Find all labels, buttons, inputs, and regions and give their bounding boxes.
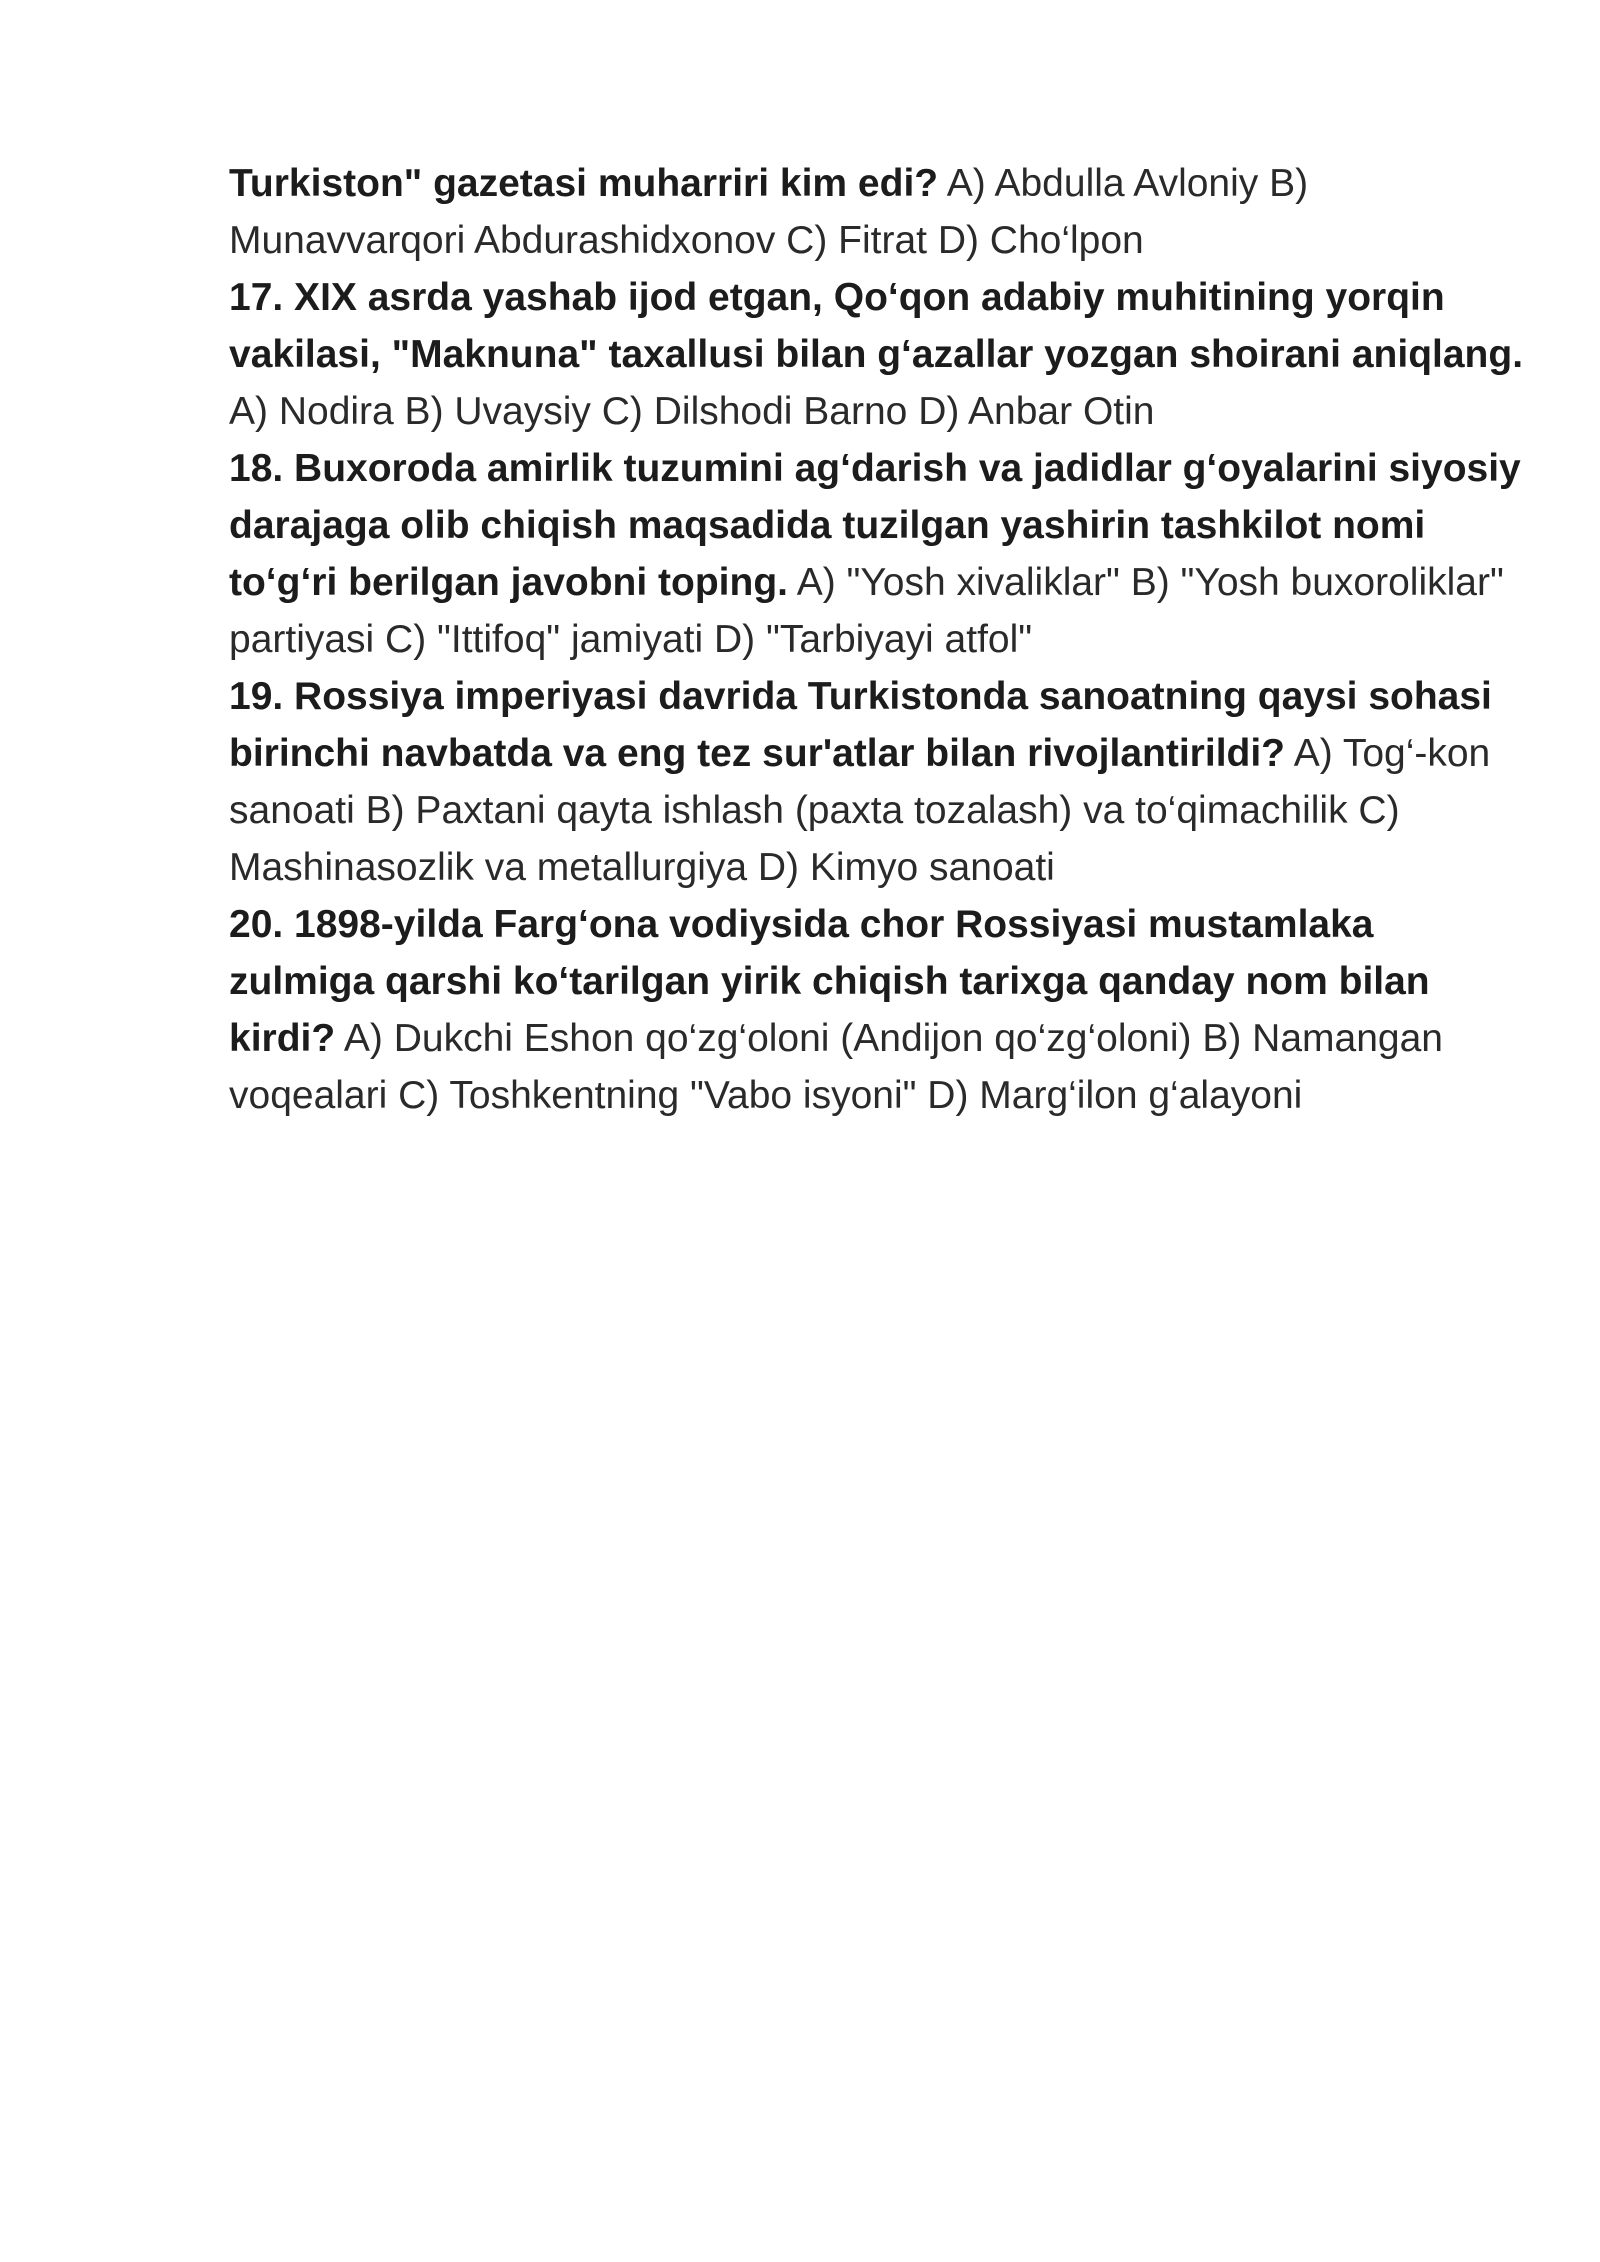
answer-options: A) Abdulla Avloniy B) Munavvarqori Abdurashidxonov C) Fitrat D) Cho‘lpon [229,162,1309,262]
question-entry [229,896,1529,1124]
question-entry [229,440,1529,668]
question-text: 20. 1898-yilda Farg‘ona vodiysida chor Rossiyasi mustamlaka zulmiga qarshi ko‘tarilgan yirik chiqish tarixga qanday nom bilan kirdi? [229,903,1430,1060]
question-text: Turkiston" gazetasi muharriri kim edi? [229,162,939,205]
question-text: 19. Rossiya imperiyasi davrida Turkistonda sanoatning qaysi sohasi birinchi navbatda va eng tez sur'atlar bilan rivojlantirildi? [229,675,1492,775]
question-entry [229,668,1529,896]
document-page [229,155,1529,1124]
question-entry [229,155,1529,269]
answer-options: A) "Yosh xivaliklar" B) "Yosh buxoroliklar" partiyasi C) "Ittifoq" jamiyati D) "Tarbiyayi atfol" [229,561,1504,661]
answer-options: A) Nodira B) Uvaysiy C) Dilshodi Barno D) Anbar Otin [229,390,1155,433]
question-text: 17. XIX asrda yashab ijod etgan, Qo‘qon adabiy muhitining yorqin vakilasi, "Maknuna" taxallusi bilan g‘azallar yozgan shoirani aniqlang. [229,276,1524,376]
answer-options: A) Tog‘-kon sanoati B) Paxtani qayta ishlash (paxta tozalash) va to‘qimachilik C) Mashinasozlik va metallurgiya D) Kimyo sanoati [229,732,1491,889]
answer-options: A) Dukchi Eshon qo‘zg‘oloni (Andijon qo‘zg‘oloni) B) Namangan voqealari C) Toshkentning "Vabo isyoni" D) Marg‘ilon g‘alayoni [229,1017,1443,1117]
question-text: 18. Buxoroda amirlik tuzumini ag‘darish va jadidlar g‘oyalarini siyosiy darajaga olib chiqish maqsadida tuzilgan yashirin tashkilot nomi to‘g‘ri berilgan javobni toping. [229,447,1521,604]
question-entry [229,269,1529,440]
